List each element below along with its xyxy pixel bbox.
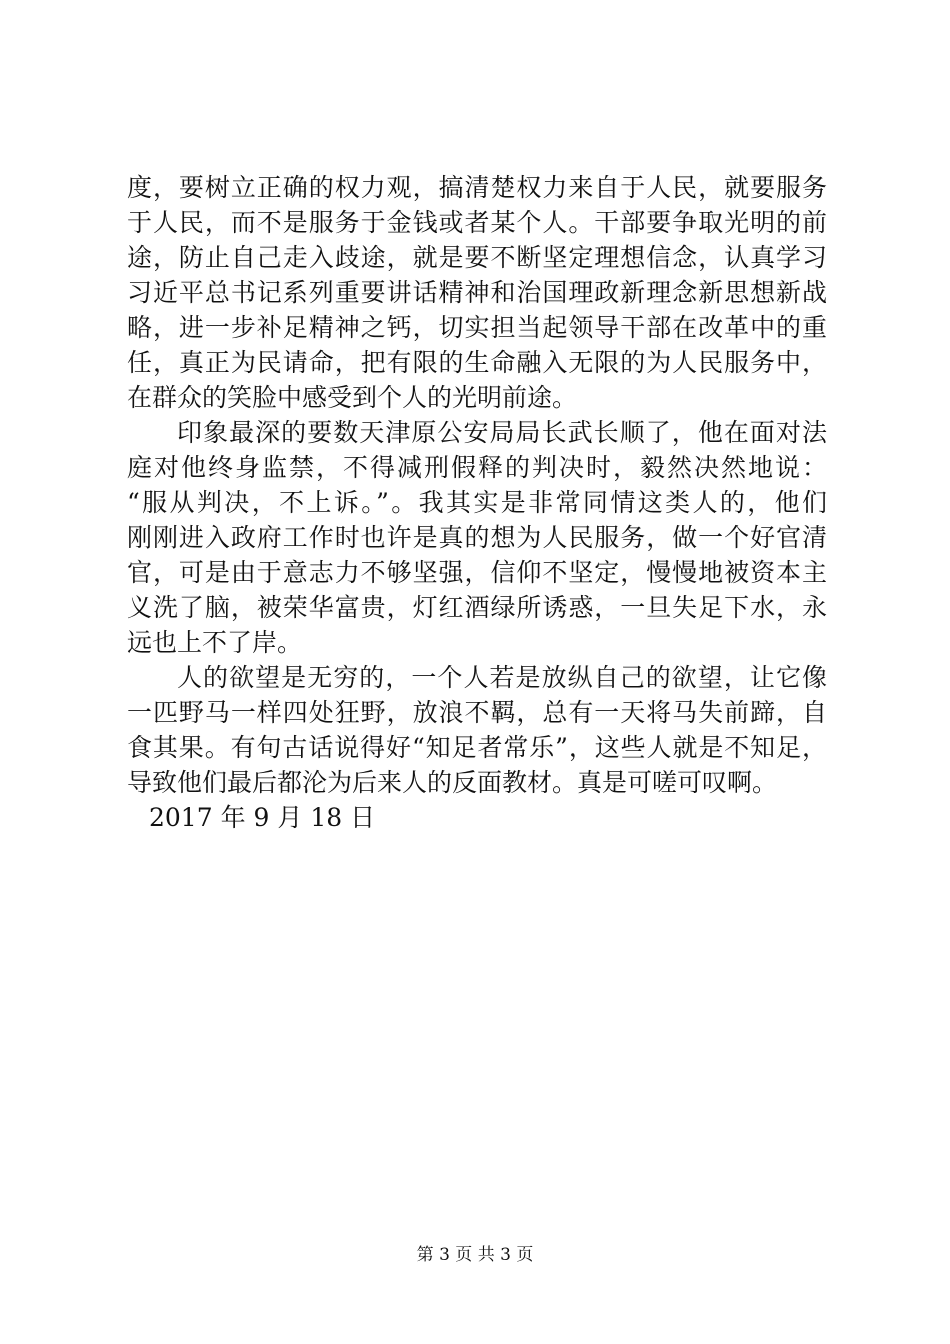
text-line: 一匹野马一样四处狂野，放浪不羁，总有一天将马失前蹄，自 xyxy=(127,698,827,727)
text-line: 略，进一步补足精神之钙，切实担当起领导干部在改革中的重 xyxy=(127,313,827,342)
document-body xyxy=(127,170,827,835)
text-line: 在群众的笑脸中感受到个人的光明前途。 xyxy=(127,383,578,412)
paragraph-1 xyxy=(127,170,827,415)
text-line: 于人民，而不是服务于金钱或者某个人。干部要争取光明的前 xyxy=(127,208,827,237)
text-line: 食其果。有句古话说得好“知足者常乐”，这些人就是不知足， xyxy=(127,733,827,762)
page-number-footer: 第 3 页 共 3 页 xyxy=(416,1245,534,1265)
text-line: “服从判决，不上诉。”。我其实是非常同情这类人的，他们 xyxy=(127,488,827,517)
text-line: 庭对他终身监禁，不得减刑假释的判决时，毅然决然地说： xyxy=(127,453,827,482)
text-line: 导致他们最后都沦为后来人的反面教材。真是可嗟可叹啊。 xyxy=(127,768,778,797)
text-line: 度，要树立正确的权力观，搞清楚权力来自于人民，就要服务 xyxy=(127,173,827,202)
text-line: 习近平总书记系列重要讲话精神和治国理政新理念新思想新战 xyxy=(127,278,827,307)
paragraph-3 xyxy=(127,660,827,800)
text-line: 官，可是由于意志力不够坚强，信仰不坚定，慢慢地被资本主 xyxy=(127,558,827,587)
text-line: 刚刚进入政府工作时也许是真的想为人民服务，做一个好官清 xyxy=(127,523,827,552)
text-line: 印象最深的要数天津原公安局局长武长顺了，他在面对法 xyxy=(177,418,827,447)
paragraph-2 xyxy=(127,415,827,660)
text-line: 义洗了脑，被荣华富贵，灯红酒绿所诱惑，一旦失足下水，永 xyxy=(127,593,827,622)
text-line: 任，真正为民请命，把有限的生命融入无限的为人民服务中， xyxy=(127,348,827,377)
text-line: 远也上不了岸。 xyxy=(127,628,303,657)
text-line: 人的欲望是无穷的，一个人若是放纵自己的欲望，让它像 xyxy=(177,663,827,692)
text-line: 途，防止自己走入歧途，就是要不断坚定理想信念，认真学习 xyxy=(127,243,827,272)
document-date: 2017 年 9 月 18 日 xyxy=(149,803,376,832)
